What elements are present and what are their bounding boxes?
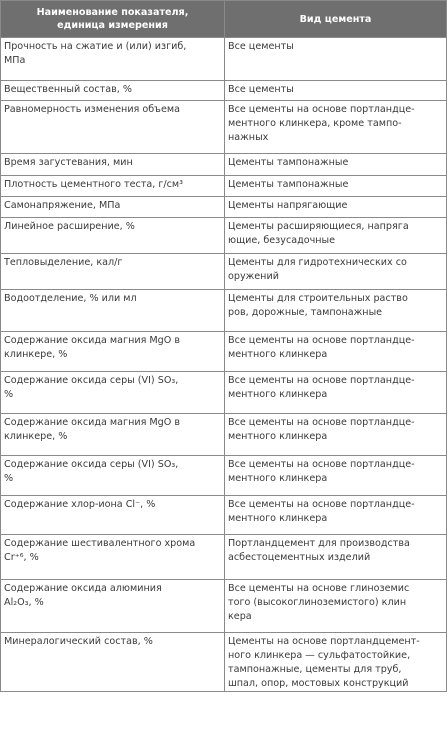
cement-type-cell: Портландцемент для производства асбестоцементных изделий	[225, 535, 447, 580]
cement-type-cell: Все цементы на основе глиноземис того (высокоглиноземистого) клин кера	[225, 580, 447, 633]
parameter-cell: Содержание хлор-иона Cl⁻, %	[1, 496, 225, 535]
table-row	[1, 496, 447, 535]
table-header-row	[1, 1, 447, 38]
parameter-cell: Тепловыделение, кал/г	[1, 254, 225, 290]
parameter-cell: Равномерность изменения объема	[1, 101, 225, 154]
cement-type-cell: Цементы тампонажные	[225, 154, 447, 176]
cement-type-cell: Цементы для строительных раство ров, дорожные, тампонажные	[225, 290, 447, 332]
cement-type-cell: Цементы для гидротехнических со оружений	[225, 254, 447, 290]
table-row	[1, 101, 447, 154]
parameter-cell: Содержание шестивалентного хрома Cr⁺⁶, %	[1, 535, 225, 580]
cement-type-cell: Все цементы на основе портландце- ментного клинкера	[225, 414, 447, 456]
cement-type-cell: Все цементы на основе портландце- ментного клинкера	[225, 456, 447, 496]
table-row	[1, 254, 447, 290]
cement-type-cell: Все цементы на основе портландце- ментного клинкера	[225, 372, 447, 414]
cement-type-cell: Цементы напрягающие	[225, 197, 447, 218]
cement-type-cell: Все цементы на основе портландце- ментного клинкера	[225, 332, 447, 372]
table-row	[1, 633, 447, 692]
table-row	[1, 218, 447, 254]
table-row	[1, 154, 447, 176]
cement-type-cell: Все цементы на основе портландце- ментного клинкера	[225, 496, 447, 535]
parameter-cell: Прочность на сжатие и (или) изгиб, МПа	[1, 38, 225, 81]
table-row	[1, 414, 447, 456]
table-row	[1, 290, 447, 332]
parameter-cell: Линейное расширение, %	[1, 218, 225, 254]
cement-type-cell: Все цементы на основе портландце- ментного клинкера, кроме тампо- нажных	[225, 101, 447, 154]
table-row	[1, 38, 447, 81]
parameter-cell: Плотность цементного теста, г/см³	[1, 176, 225, 197]
cement-type-cell: Все цементы	[225, 81, 447, 101]
table-row	[1, 535, 447, 580]
cement-type-cell: Цементы расширяющиеся, напряга ющие, безусадочные	[225, 218, 447, 254]
table-row	[1, 456, 447, 496]
header-parameter: Наименование показателя, единица измерения	[1, 1, 225, 38]
parameter-cell: Содержание оксида магния MgO в клинкере, %	[1, 414, 225, 456]
cement-type-cell: Цементы на основе портландцемент- ного клинкера — сульфатостойкие, тампонажные, цементы для труб, шпал, опор, мостовых конструкций	[225, 633, 447, 692]
parameter-cell: Водоотделение, % или мл	[1, 290, 225, 332]
table-row	[1, 197, 447, 218]
table-row	[1, 81, 447, 101]
parameter-cell: Содержание оксида алюминия Al₂O₃, %	[1, 580, 225, 633]
table-row	[1, 332, 447, 372]
parameter-cell: Время загустевания, мин	[1, 154, 225, 176]
cement-type-cell: Все цементы	[225, 38, 447, 81]
parameter-cell: Содержание оксида серы (VI) SO₃, %	[1, 372, 225, 414]
header-cement-type: Вид цемента	[225, 1, 447, 38]
parameter-cell: Вещественный состав, %	[1, 81, 225, 101]
parameter-cell: Самонапряжение, МПа	[1, 197, 225, 218]
table-row	[1, 580, 447, 633]
cement-type-cell: Цементы тампонажные	[225, 176, 447, 197]
parameter-cell: Содержание оксида серы (VI) SO₃, %	[1, 456, 225, 496]
parameter-cell: Содержание оксида магния MgO в клинкере, %	[1, 332, 225, 372]
table-row	[1, 372, 447, 414]
table-row	[1, 176, 447, 197]
parameter-cell: Минералогический состав, %	[1, 633, 225, 692]
